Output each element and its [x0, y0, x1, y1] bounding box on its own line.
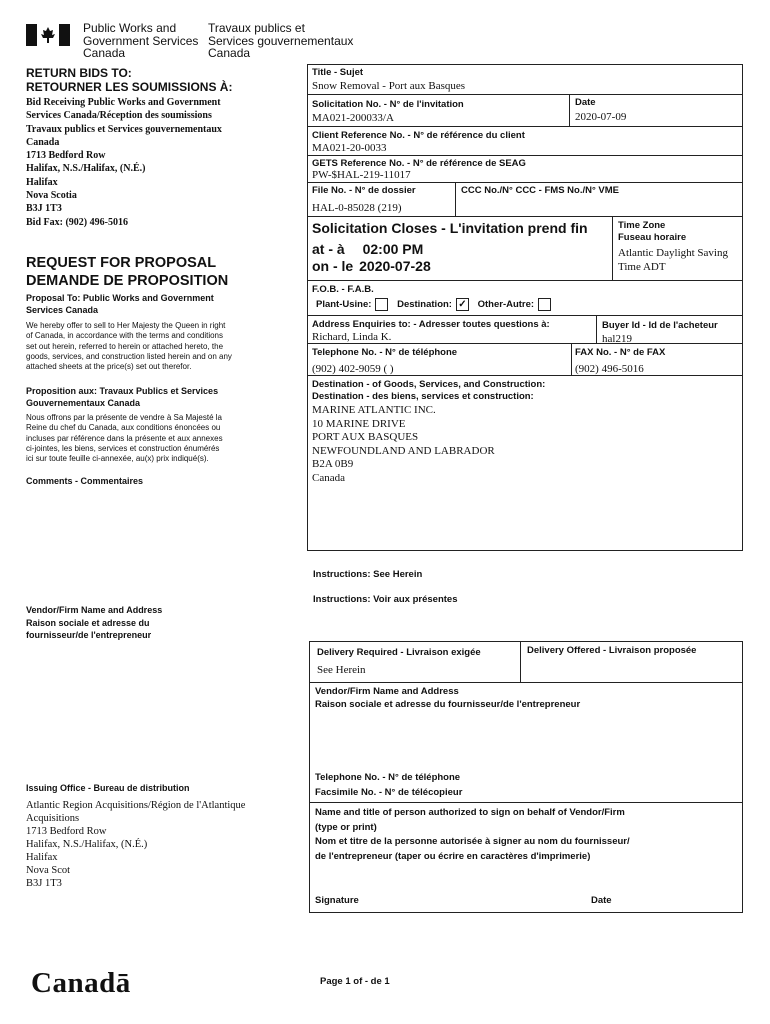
instructions-fr: Instructions: Voir aux présentes — [313, 594, 458, 605]
solicitation-number-label: Solicitation No. - N° de l'invitation — [312, 99, 464, 110]
at-label: at - à — [312, 241, 345, 257]
client-reference-value: MA021-20-0033 — [312, 142, 387, 154]
delivery-offered-label: Delivery Offered - Livraison proposée — [527, 645, 697, 656]
department-name-en: Public Works and Government Services Canada — [83, 21, 199, 60]
gets-reference-label: GETS Reference No. - N° de référence de SEAG — [312, 158, 526, 169]
buyer-id-label: Buyer Id - Id de l'acheteur — [602, 320, 718, 331]
time-zone-label: Time Zone Fuseau horaire — [618, 220, 687, 243]
solicitation-closes-title: Solicitation Closes - L'invitation prend fin — [312, 220, 588, 236]
buyer-id-value: hal219 — [602, 333, 632, 343]
proposal-body-en: We hereby offer to sell to Her Majesty the Queen in right of Canada, in accordance with the terms and conditions set out herein, referred to herein or attached hereto, the goods, services, and construction listed herein and on any attached sheets at the price(s) set out therefor. — [26, 321, 232, 372]
date-value: 2020-07-09 — [575, 111, 627, 123]
destination-address: MARINE ATLANTIC INC. 10 MARINE DRIVE PORT AUX BASQUES NEWFOUNDLAND AND LABRADOR B2A 0B9 Canada — [312, 404, 495, 484]
issuing-office-address: Atlantic Region Acquisitions/Région de l'Atlantique Acquisitions 1713 Bedford Row Halifax, N.S./Halifax, (N.É.) Halifax Nova Scot B3J 1T3 — [26, 800, 246, 889]
page-number: Page 1 of - de 1 — [320, 976, 390, 987]
delivery-required-label: Delivery Required - Livraison exigée — [317, 647, 481, 658]
on-label: on - le — [312, 258, 354, 274]
title-value: Snow Removal - Port aux Basques — [312, 80, 466, 92]
rfp-title: REQUEST FOR PROPOSAL DEMANDE DE PROPOSITION — [26, 255, 229, 289]
title-label: Title - Sujet — [312, 67, 364, 78]
destination-label: Destination: — [397, 299, 452, 311]
fax-label: FAX No. - N° de FAX — [575, 347, 666, 358]
authorized-person-label: Name and title of person authorized to sign on behalf of Vendor/Firm (type or print) Nom et titre de la personne autorisée à signer au nom du fournisseur/ de l'entrepreneur (taper ou écrire en caractères d'imprimerie) — [315, 807, 630, 862]
closing-time — [312, 241, 423, 257]
plant-label: Plant-Usine: — [316, 299, 372, 311]
solicitation-number-value: MA021-200033/A — [312, 112, 394, 124]
destination-checkbox[interactable]: ✓ — [456, 298, 469, 311]
closing-date — [312, 258, 431, 274]
destination-goods-label: Destination - of Goods, Services, and Construction: Destination - des biens, services et construction: — [312, 379, 546, 402]
proposal-body-fr: Nous offrons par la présente de vendre à Sa Majesté la Reine du chef du Canada, aux conditions énoncées ou incluses par référence dans la présente et aux annexes ci-jointes, les biens, services et construction énumérés ici sur toute feuille ci-annexée, au(x) prix indiqué(s). — [26, 413, 223, 464]
closing-time-value: 02:00 PM — [362, 241, 424, 257]
date-label: Date — [575, 97, 596, 108]
instructions-en: Instructions: See Herein — [313, 569, 423, 580]
vendor-facsimile-label: Facsimile No. - N° de télécopieur — [315, 787, 463, 798]
fax-value: (902) 496-5016 — [575, 363, 644, 375]
signature-label: Signature — [315, 895, 359, 906]
proposition-fr: Proposition aux: Travaux Publics et Services Gouvernementaux Canada — [26, 386, 219, 408]
time-zone-value: Atlantic Daylight Saving Time ADT — [618, 247, 728, 273]
ccc-number-label: CCC No./N° CCC - FMS No./N° VME — [461, 185, 620, 196]
telephone-value: (902) 402-9059 ( ) — [312, 363, 394, 375]
signature-date-label: Date — [591, 895, 612, 906]
telephone-label: Telephone No. - N° de téléphone — [312, 347, 458, 358]
delivery-required-value: See Herein — [317, 664, 366, 676]
vendor-telephone-label: Telephone No. - N° de téléphone — [315, 772, 461, 783]
comments-label: Comments - Commentaires — [26, 476, 144, 486]
canada-wordmark: Canadā — [31, 967, 131, 999]
gets-reference-value: PW-$HAL-219-11017 — [312, 169, 411, 181]
return-bids-address: Bid Receiving Public Works and Government Services Canada/Réception des soumissions Travaux publics et Services gouvernementaux Canada 1713 Bedford Row Halifax, N.S./Halifax, (N.É.) Halifax Nova Scotia B3J 1T3 Bid Fax: (902) 496-5016 — [26, 97, 222, 228]
fob-label: F.O.B. - F.A.B. — [312, 284, 374, 295]
other-checkbox[interactable] — [538, 298, 551, 311]
file-number-value: HAL-0-85028 (219) — [312, 202, 402, 214]
vendor-name-address-label: Vendor/Firm Name and Address Raison sociale et adresse du fournisseur/de l'entrepreneur — [26, 605, 163, 640]
other-label: Other-Autre: — [477, 299, 535, 311]
plant-checkbox[interactable] — [375, 298, 388, 311]
file-number-label: File No. - N° de dossier — [312, 185, 416, 196]
proposal-to: Proposal To: Public Works and Government Services Canada — [26, 293, 214, 315]
address-enquiries-value: Richard, Linda K. — [312, 331, 392, 343]
client-reference-label: Client Reference No. - N° de référence du client — [312, 130, 525, 141]
address-enquiries-label: Address Enquiries to: - Adresser toutes questions à: — [312, 319, 550, 330]
issuing-office-label: Issuing Office - Bureau de distribution — [26, 783, 190, 793]
return-bids-title: RETURN BIDS TO: RETOURNER LES SOUMISSIONS À: — [26, 66, 233, 94]
vendor-firm-label: Vendor/Firm Name and Address Raison sociale et adresse du fournisseur/de l'entrepreneur — [315, 686, 581, 710]
closing-date-value: 2020-07-28 — [359, 258, 431, 274]
department-name-fr: Travaux publics et Services gouvernementaux Canada — [208, 21, 354, 60]
canada-flag-icon — [26, 24, 70, 46]
fob-options — [316, 298, 557, 311]
